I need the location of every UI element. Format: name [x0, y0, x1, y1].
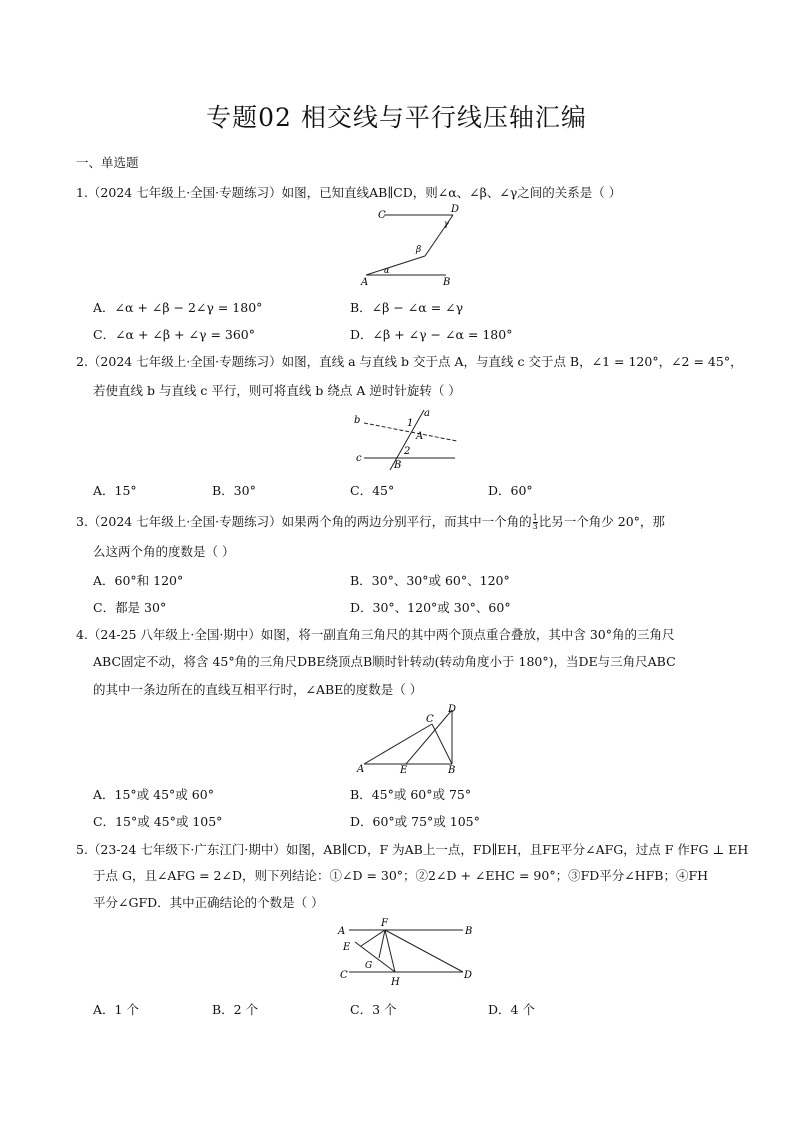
question-5-stem-line-3: 平分∠GFD．其中正确结论的个数是（ ） [93, 895, 324, 910]
label-a: A [357, 764, 365, 774]
label-point-b: B [394, 460, 402, 471]
label-a: A [338, 926, 346, 937]
q3-fraction-numerator: 1 [532, 513, 538, 522]
label-c: C [378, 210, 386, 221]
segment-fg [379, 930, 385, 958]
question-1-stem: 1.（2024 七年级上·全国·专题练习）如图，已知直线AB∥CD，则∠α、∠β、∠γ之间的关系是（ ） [76, 185, 622, 200]
question-4-stem-line-2: ABC固定不动，将含 45°角的三角尺DBE绕顶点B顺时针转动(转动角度小于 180°)，当DE与三角尺ABC [93, 654, 676, 669]
q4-option-d[interactable]: D．60°或 75°或 105° [350, 814, 480, 829]
segment-fd [385, 930, 463, 972]
label-f: F [381, 918, 388, 929]
label-angle-1: 1 [407, 418, 414, 429]
q3-option-c[interactable]: C．都是 30° [93, 600, 167, 615]
label-d: D [448, 704, 457, 715]
q3-option-d[interactable]: D．30°、120°或 30°、60° [350, 600, 511, 615]
q2-option-a[interactable]: A．15° [93, 483, 137, 498]
label-c-line: c [356, 453, 362, 464]
segment-de [425, 215, 453, 256]
q4-option-c[interactable]: C．15°或 45°或 105° [93, 814, 223, 829]
question-3-stem-line-1 [76, 512, 665, 531]
q5-option-a[interactable]: A．1 个 [93, 1002, 139, 1017]
label-h: H [391, 977, 400, 988]
q1-option-c[interactable]: C．∠α + ∠β + ∠γ = 360° [93, 327, 255, 342]
q1-option-b[interactable]: B．∠β − ∠α = ∠γ [350, 300, 464, 315]
label-d: D [464, 970, 473, 981]
q2-option-b[interactable]: B．30° [212, 483, 256, 498]
label-b-line: b [354, 415, 361, 426]
label-a: A [361, 277, 369, 288]
label-b: B [448, 765, 456, 774]
q3-option-b[interactable]: B．30°、30°或 60°、120° [350, 573, 510, 588]
section-heading: 一、单选题 [76, 155, 139, 170]
q1-option-a[interactable]: A．∠α + ∠β − 2∠γ = 180° [93, 300, 263, 315]
page-title: 专题02 相交线与平行线压轴汇编 [206, 103, 587, 132]
label-alpha: α [384, 266, 390, 275]
question-2-stem-line-2: 若使直线 b 与直线 c 平行，则可将直线 b 绕点 A 逆时针旋转（ ） [93, 383, 461, 398]
segment-fe [361, 930, 385, 946]
label-d: D [451, 204, 460, 215]
question-1-figure [358, 204, 468, 288]
question-4-stem-line-3: 的其中一条边所在的直线互相平行时，∠ABE的度数是（ ） [93, 682, 423, 697]
label-e: E [400, 765, 408, 774]
q3-stem-part-2: 比另一个角少 20°，那 [538, 514, 665, 529]
q4-option-a[interactable]: A．15°或 45°或 60° [93, 787, 214, 802]
label-point-a: A [416, 431, 424, 442]
question-5-stem-line-2: 于点 G，且∠AFG = 2∠D，则下列结论：①∠D = 30°；②2∠D + ∠EHC = 90°；③FD平分∠HFB；④FH [93, 868, 709, 883]
q3-option-a[interactable]: A．60°和 120° [93, 573, 184, 588]
question-3-stem-line-2: 么这两个角的度数是（ ） [93, 544, 235, 559]
label-angle-2: 2 [404, 446, 411, 457]
q5-option-b[interactable]: B．2 个 [212, 1002, 259, 1017]
question-5-figure [335, 918, 480, 992]
question-2-figure [350, 404, 465, 472]
q3-fraction [533, 514, 538, 531]
q3-stem-part-1: 3.（2024 七年级上·全国·专题练习）如果两个角的两边分别平行，而其中一个角的 [76, 514, 532, 529]
q2-option-d[interactable]: D．60° [488, 483, 533, 498]
question-4-stem-line-1: 4.（24-25 八年级上·全国·期中）如图，将一副直角三角尺的其中两个顶点重合叠放，其中含 30°角的三角尺 [76, 627, 675, 642]
label-b: B [443, 277, 451, 288]
q3-fraction-denominator: 3 [532, 522, 538, 531]
label-e: E [343, 942, 351, 953]
label-a-line: a [424, 408, 430, 419]
label-beta: β [416, 245, 422, 255]
question-2-stem-line-1: 2.（2024 七年级上·全国·专题练习）如图，直线 a 与直线 b 交于点 A，与直线 c 交于点 B，∠1 = 120°，∠2 = 45°， [76, 354, 743, 369]
question-5-stem-line-1: 5.（23-24 七年级下·广东江门·期中）如图，AB∥CD，F 为AB上一点，FD∥EH，且FE平分∠AFG，过点 F 作FG ⊥ EH [76, 842, 749, 857]
label-b: B [465, 926, 473, 937]
label-g: G [365, 961, 373, 971]
q2-option-c[interactable]: C．45° [350, 483, 395, 498]
question-4-figure [352, 702, 467, 774]
segment-ac [364, 724, 432, 764]
q5-option-c[interactable]: C．3 个 [350, 1002, 397, 1017]
q4-option-b[interactable]: B．45°或 60°或 75° [350, 787, 472, 802]
label-c: C [426, 714, 434, 725]
segment-ea [366, 256, 425, 275]
q1-option-d[interactable]: D．∠β + ∠γ − ∠α = 180° [350, 327, 513, 342]
q5-option-d[interactable]: D．4 个 [488, 1002, 535, 1017]
label-c: C [340, 970, 348, 981]
label-gamma: γ [444, 219, 449, 228]
